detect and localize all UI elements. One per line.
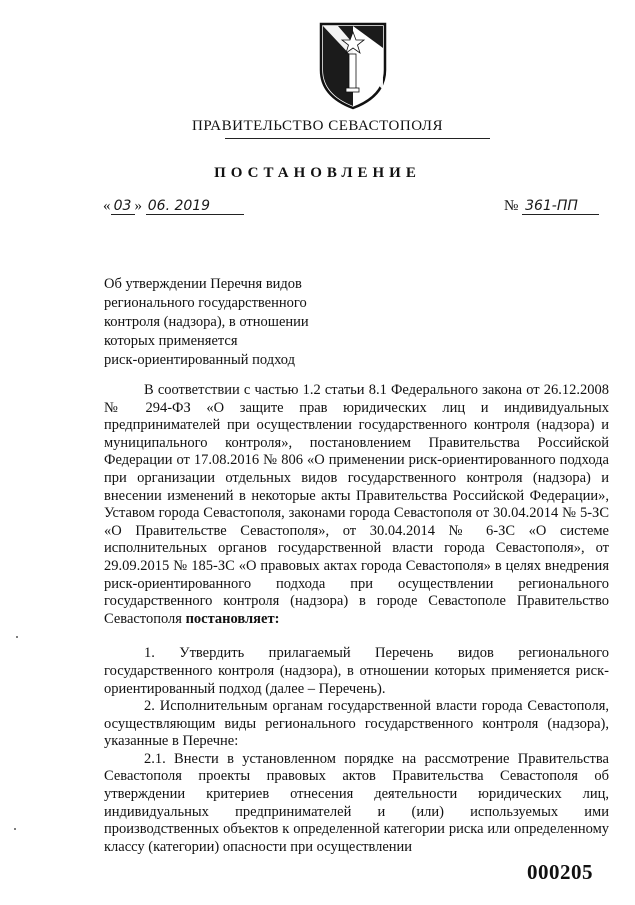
preamble-paragraph [104, 382, 609, 628]
title-underline [225, 138, 490, 139]
number-value: 361-ПП [522, 198, 599, 215]
item-1-paragraph: 1. Утвердить прилагаемый Перечень видов регионального государственного контроля (надзора), в отношении которых применяется риск-ориентированный подход (далее – Перечень). [104, 645, 609, 697]
date-day: 03 [111, 198, 135, 215]
document-subject [104, 275, 344, 370]
document-date [103, 198, 244, 215]
preamble-text: В соответствии с частью 1.2 статьи 8.1 Федерального закона от 26.12.2008 № 294-ФЗ «О защите прав юридических лиц и индивидуальных предпринимателей при осуществлении государственного контроля (надзора) и муниципального контроля», постановлением Правительства Российской Федерации от 17.08.2016 № 806 «О применении риск-ориентированного подхода при организации отдельных видов государственного контроля (надзора) и внесении изменений в некоторые акты Правительства Российской Федерации», Уставом города Севастополя, законами города Севастополя от 30.04.2014 № 5-ЗС «О Правительстве Севастополя», от 30.04.2014 № 6-ЗС «О системе исполнительных органов государственной власти города Севастополя», от 29.09.2015 № 185-ЗС «О правовых актах города Севастополя» в целях внедрения риск-ориентированного подхода при осуществлении регионального государственного контроля (надзора) в городе Севастополе Правительство Севастополя [104, 382, 609, 627]
number-sign: № [504, 198, 519, 214]
document-type: ПОСТАНОВЛЕНИЕ [214, 165, 421, 181]
date-open-quote: « [103, 198, 111, 214]
scan-speck [16, 636, 18, 638]
page-code: 000205 [527, 860, 593, 884]
subject-line: регионального государственного [104, 295, 307, 311]
item-2-paragraph: 2. Исполнительным органам государственной власти города Севастополя, осуществляющим виды регионального государственного контроля (надзора), указанные в Перечне: [104, 698, 609, 750]
subject-line: которых применяется [104, 333, 238, 349]
preamble-verdict: постановляет: [185, 610, 280, 627]
scan-speck [14, 828, 16, 830]
date-month-year: 06. 2019 [146, 198, 244, 215]
subject-line: риск-ориентированный подход [104, 352, 295, 368]
document-body [104, 382, 609, 856]
item-2-1-paragraph: 2.1. Внести в установленном порядке на рассмотрение Правительства Севастополя проекты правовых актов Правительства Севастополя об утверждении критериев отнесения деятельности юридических лиц, индивидуальных предпринимателей и (или) используемых ими производственных объектов к определенной категории риска или определенному классу (категории) опасности при осуществлении [104, 750, 609, 855]
coat-of-arms-icon [318, 18, 388, 110]
subject-line: контроля (надзора), в отношении [104, 314, 309, 330]
document-number [504, 198, 599, 215]
government-title: ПРАВИТЕЛЬСТВО СЕВАСТОПОЛЯ [192, 118, 443, 134]
subject-line: Об утверждении Перечня видов [104, 276, 302, 292]
date-close-quote: » [134, 198, 142, 214]
